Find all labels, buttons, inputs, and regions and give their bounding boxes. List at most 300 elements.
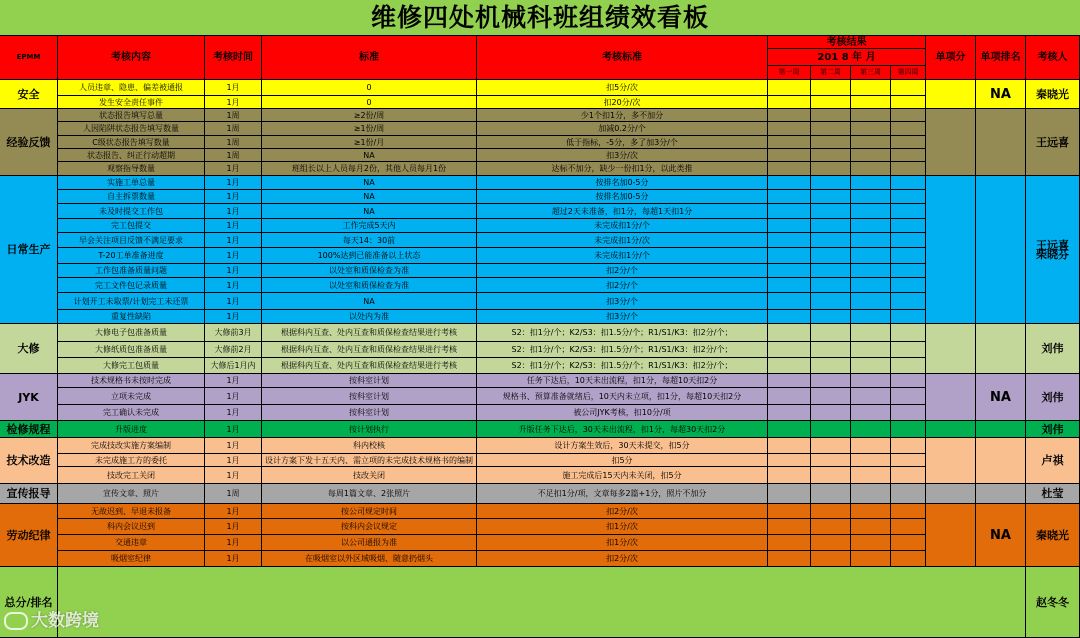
week-score-cell[interactable]: [891, 421, 926, 438]
week-score-cell[interactable]: [891, 190, 926, 204]
row-content: T-20工单准备进度: [58, 248, 205, 264]
row-content: 未完成施工方的委托: [58, 454, 205, 467]
row-time: 1月: [205, 278, 262, 293]
row-time: 1周: [205, 149, 262, 162]
week-score-cell[interactable]: [851, 467, 891, 484]
week-score-cell[interactable]: [891, 109, 926, 122]
week-score-cell[interactable]: [768, 374, 811, 388]
week-score-cell[interactable]: [891, 454, 926, 467]
row-standard: NA: [262, 176, 477, 190]
row-assess-standard: S2：扣1分/个；K2/S3：扣1.5分/个；R1/S1/K3：扣2分/个；: [477, 358, 768, 374]
category-label: 宣传报导: [0, 484, 58, 504]
week-score-cell[interactable]: [811, 278, 851, 293]
week-score-cell[interactable]: [851, 233, 891, 248]
category-label: 日常生产: [0, 176, 58, 324]
week-score-cell[interactable]: [851, 551, 891, 567]
row-assess-standard: 未完成扣1分/次: [477, 233, 768, 248]
single-score-cell[interactable]: [926, 438, 976, 484]
row-content: 状态报告填写总量: [58, 109, 205, 122]
week-score-cell[interactable]: [768, 248, 811, 264]
week-score-cell[interactable]: [811, 342, 851, 358]
row-standard: 按科内会议规定: [262, 519, 477, 535]
week-score-cell[interactable]: [811, 324, 851, 342]
week-score-cell[interactable]: [891, 122, 926, 136]
row-time: 大修前3月: [205, 324, 262, 342]
row-standard: 根据科内互查、处内互查和质保检查结果进行考核: [262, 342, 477, 358]
row-content: 吸烟室纪律: [58, 551, 205, 567]
week-score-cell[interactable]: [768, 405, 811, 421]
week-score-cell[interactable]: [811, 405, 851, 421]
row-content: 升版进度: [58, 421, 205, 438]
row-assess-standard: 超过2天未准备，扣1分，每超1天扣1分: [477, 204, 768, 219]
week-score-cell[interactable]: [811, 176, 851, 190]
single-rank-cell: NA: [976, 374, 1026, 421]
row-standard: 技改关闭: [262, 467, 477, 484]
week-score-cell[interactable]: [851, 374, 891, 388]
week-score-cell[interactable]: [891, 519, 926, 535]
single-rank-cell: NA: [976, 80, 1026, 109]
week-score-cell[interactable]: [891, 233, 926, 248]
row-content: 交通违章: [58, 535, 205, 551]
week-score-cell[interactable]: [811, 162, 851, 176]
row-time: 1月: [205, 248, 262, 264]
week-score-cell[interactable]: [811, 310, 851, 324]
row-content: 实施工单总量: [58, 176, 205, 190]
week-score-cell[interactable]: [811, 388, 851, 405]
week-score-cell[interactable]: [811, 358, 851, 374]
week-score-cell[interactable]: [851, 122, 891, 136]
week-score-cell[interactable]: [811, 80, 851, 96]
performance-board: [0, 36, 1080, 638]
week-score-cell[interactable]: [811, 519, 851, 535]
week-score-cell[interactable]: [891, 248, 926, 264]
week-score-cell[interactable]: [811, 551, 851, 567]
week-score-cell[interactable]: [851, 219, 891, 233]
week-score-cell[interactable]: [811, 219, 851, 233]
row-assess-standard: 施工完成后15天内未关闭，扣5分: [477, 467, 768, 484]
row-standard: 0: [262, 80, 477, 96]
week-score-cell[interactable]: [811, 204, 851, 219]
assessor-name: 刘伟: [1026, 324, 1080, 374]
week-score-cell[interactable]: [891, 176, 926, 190]
row-assess-standard: 按排名加0-5分: [477, 190, 768, 204]
row-assess-standard: 扣1分/次: [477, 519, 768, 535]
row-time: 1月: [205, 504, 262, 519]
week-score-cell[interactable]: [851, 204, 891, 219]
row-assess-standard: 被公司JYK考核，扣10分/项: [477, 405, 768, 421]
week-score-cell[interactable]: [768, 176, 811, 190]
row-time: 1月: [205, 374, 262, 388]
row-standard: 按计划执行: [262, 421, 477, 438]
category-label: 安全: [0, 80, 58, 109]
page-title: 维修四处机械科班组绩效看板: [0, 0, 1080, 36]
row-time: 1月: [205, 438, 262, 454]
row-content: 完工包提交: [58, 219, 205, 233]
category-label: JYK: [0, 374, 58, 421]
row-content: 宣传文章、照片: [58, 484, 205, 504]
row-standard: 科内校核: [262, 438, 477, 454]
row-content: 立项未完成: [58, 388, 205, 405]
single-rank-cell: [976, 109, 1026, 176]
row-time: 1月: [205, 264, 262, 278]
single-score-cell[interactable]: [926, 374, 976, 421]
week-score-cell[interactable]: [851, 96, 891, 109]
assessor-name: 王远喜: [1026, 109, 1080, 176]
week-score-cell[interactable]: [811, 438, 851, 454]
row-time: 大修后1月内: [205, 358, 262, 374]
row-assess-standard: 升版任务下达后，30天未出流程，扣1分，每超30天扣2分: [477, 421, 768, 438]
row-assess-standard: 扣3分/次: [477, 149, 768, 162]
category-label: 检修规程: [0, 421, 58, 438]
row-standard: ≥1份/周: [262, 122, 477, 136]
assessor-name: 卢祺: [1026, 438, 1080, 484]
header-epmm: EPMM: [0, 36, 58, 80]
week-score-cell[interactable]: [768, 162, 811, 176]
header-date: 201 8 年 月: [768, 49, 926, 66]
week-score-cell[interactable]: [768, 519, 811, 535]
header-standard: 标准: [262, 36, 477, 80]
row-time: 1月: [205, 467, 262, 484]
row-time: 1月: [205, 96, 262, 109]
row-assess-standard: 低于指标，-5分，多了加3分/个: [477, 136, 768, 149]
week-score-cell[interactable]: [768, 278, 811, 293]
week-score-cell[interactable]: [768, 438, 811, 454]
week-score-cell[interactable]: [811, 149, 851, 162]
row-content: C级状态报告填写数量: [58, 136, 205, 149]
week-score-cell[interactable]: [851, 176, 891, 190]
week-score-cell[interactable]: [851, 162, 891, 176]
week-score-cell[interactable]: [768, 204, 811, 219]
row-standard: 以公司通报为准: [262, 535, 477, 551]
week-score-cell[interactable]: [768, 149, 811, 162]
week-score-cell[interactable]: [891, 388, 926, 405]
watermark-logo-icon: [4, 612, 28, 630]
row-time: 1月: [205, 551, 262, 567]
row-standard: NA: [262, 190, 477, 204]
week-score-cell[interactable]: [851, 310, 891, 324]
header-content: 考核内容: [58, 36, 205, 80]
week-score-cell[interactable]: [891, 264, 926, 278]
single-score-cell[interactable]: [926, 504, 976, 567]
row-standard: NA: [262, 204, 477, 219]
row-standard: NA: [262, 149, 477, 162]
row-assess-standard: 少1个扣1分，多不加分: [477, 109, 768, 122]
row-time: 1周: [205, 109, 262, 122]
week-score-cell[interactable]: [768, 310, 811, 324]
row-time: 大修前2月: [205, 342, 262, 358]
week-score-cell[interactable]: [891, 278, 926, 293]
week-score-cell[interactable]: [891, 149, 926, 162]
week-score-cell[interactable]: [811, 484, 851, 504]
week-score-cell[interactable]: [811, 96, 851, 109]
week-score-cell[interactable]: [851, 484, 891, 504]
row-time: 1周: [205, 136, 262, 149]
watermark: [4, 606, 99, 631]
week-score-cell[interactable]: [891, 136, 926, 149]
week-score-cell[interactable]: [891, 551, 926, 567]
row-content: 完工文件包记录质量: [58, 278, 205, 293]
row-assess-standard: 按排名加0-5分: [477, 176, 768, 190]
row-assess-standard: 扣2分/个: [477, 278, 768, 293]
week-score-cell[interactable]: [768, 342, 811, 358]
week-score-cell[interactable]: [811, 504, 851, 519]
week-score-cell[interactable]: [851, 136, 891, 149]
week-score-cell[interactable]: [768, 484, 811, 504]
row-time: 1月: [205, 204, 262, 219]
row-content: 完成技改实施方案编制: [58, 438, 205, 454]
week-score-cell[interactable]: [891, 467, 926, 484]
week-score-cell[interactable]: [768, 219, 811, 233]
row-time: 1周: [205, 484, 262, 504]
row-standard: 在吸烟室以外区域吸烟、随意扔烟头: [262, 551, 477, 567]
week-score-cell[interactable]: [851, 504, 891, 519]
week-score-cell[interactable]: [891, 535, 926, 551]
row-standard: ≥1份/月: [262, 136, 477, 149]
week-score-cell[interactable]: [851, 324, 891, 342]
row-assess-standard: 未完成扣1分/个: [477, 219, 768, 233]
row-content: 人员违章、隐患、偏差被通报: [58, 80, 205, 96]
week-score-cell[interactable]: [891, 96, 926, 109]
category-label: 技术改造: [0, 438, 58, 484]
row-content: 大修电子包准备质量: [58, 324, 205, 342]
week-score-cell[interactable]: [851, 149, 891, 162]
row-standard: 根据科内互查、处内互查和质保检查结果进行考核: [262, 324, 477, 342]
week-score-cell[interactable]: [768, 136, 811, 149]
single-score-cell[interactable]: [926, 80, 976, 109]
header-week-3: 第三周: [851, 66, 891, 80]
header-assess-standard: 考核标准: [477, 36, 768, 80]
row-time: 1月: [205, 293, 262, 310]
row-content: 技改完工关闭: [58, 467, 205, 484]
row-assess-standard: S2：扣1分/个；K2/S3：扣1.5分/个；R1/S1/K3：扣2分/个；: [477, 342, 768, 358]
row-content: 早会关注项目反馈不满足要求: [58, 233, 205, 248]
category-label: 经验反馈: [0, 109, 58, 176]
week-score-cell[interactable]: [891, 342, 926, 358]
row-content: 大修纸质包准备质量: [58, 342, 205, 358]
row-time: 1月: [205, 388, 262, 405]
single-score-cell[interactable]: [926, 109, 976, 176]
row-standard: 以处室和质保检查为准: [262, 264, 477, 278]
week-score-cell[interactable]: [768, 454, 811, 467]
week-score-cell[interactable]: [811, 122, 851, 136]
row-content: 人因陷阱状态报告填写数量: [58, 122, 205, 136]
week-score-cell[interactable]: [851, 278, 891, 293]
row-content: 技术规格书未按时完成: [58, 374, 205, 388]
row-assess-standard: 扣20分/次: [477, 96, 768, 109]
row-assess-standard: 扣2分/次: [477, 551, 768, 567]
week-score-cell[interactable]: [768, 467, 811, 484]
header-score: 单项分: [926, 36, 976, 80]
assessor-name: 秦晓光: [1026, 80, 1080, 109]
row-content: 无故迟到、早退未报备: [58, 504, 205, 519]
week-score-cell[interactable]: [768, 535, 811, 551]
week-score-cell[interactable]: [811, 109, 851, 122]
week-score-cell[interactable]: [851, 454, 891, 467]
header-result: 考核结果: [768, 36, 926, 49]
row-time: 1月: [205, 535, 262, 551]
watermark-text: 大数跨境: [31, 611, 99, 631]
row-content: 计划开工未取票/计划完工未还票: [58, 293, 205, 310]
week-score-cell[interactable]: [851, 342, 891, 358]
single-rank-cell: [976, 438, 1026, 484]
week-score-cell[interactable]: [851, 264, 891, 278]
row-content: 大修完工包质量: [58, 358, 205, 374]
row-assess-standard: 达标不加分，缺少一份扣1分，以此类推: [477, 162, 768, 176]
week-score-cell[interactable]: [811, 264, 851, 278]
week-score-cell[interactable]: [811, 136, 851, 149]
week-score-cell[interactable]: [768, 421, 811, 438]
header-week-2: 第二周: [811, 66, 851, 80]
row-time: 1月: [205, 176, 262, 190]
week-score-cell[interactable]: [851, 80, 891, 96]
single-rank-cell: [976, 421, 1026, 438]
row-standard: 按公司规定时间: [262, 504, 477, 519]
week-score-cell[interactable]: [811, 233, 851, 248]
row-content: 状态报告、纠正行动超期: [58, 149, 205, 162]
single-rank-cell: [976, 324, 1026, 374]
row-content: 未及时提交工作包: [58, 204, 205, 219]
single-rank-cell: [976, 484, 1026, 504]
assessor-name: 刘伟: [1026, 421, 1080, 438]
row-assess-standard: 扣3分/个: [477, 293, 768, 310]
week-score-cell[interactable]: [768, 551, 811, 567]
week-score-cell[interactable]: [768, 96, 811, 109]
header-week-1: 第一周: [768, 66, 811, 80]
week-score-cell[interactable]: [851, 109, 891, 122]
week-score-cell[interactable]: [851, 190, 891, 204]
week-score-cell[interactable]: [811, 190, 851, 204]
single-score-cell[interactable]: [926, 324, 976, 374]
row-time: 1月: [205, 310, 262, 324]
week-score-cell[interactable]: [851, 248, 891, 264]
row-standard: 班组长以上人员每月2份，其他人员每月1份: [262, 162, 477, 176]
row-assess-standard: 扣3分/个: [477, 310, 768, 324]
single-rank-cell: NA: [976, 504, 1026, 567]
row-standard: 以处室和质保检查为准: [262, 278, 477, 293]
week-score-cell[interactable]: [768, 293, 811, 310]
row-standard: 工作完成5天内: [262, 219, 477, 233]
row-standard: 以处内为准: [262, 310, 477, 324]
row-standard: NA: [262, 293, 477, 310]
week-score-cell[interactable]: [851, 438, 891, 454]
week-score-cell[interactable]: [851, 421, 891, 438]
week-score-cell[interactable]: [768, 264, 811, 278]
week-score-cell[interactable]: [891, 310, 926, 324]
week-score-cell[interactable]: [811, 374, 851, 388]
assessor-name: 王远喜 柴晓芬: [1026, 176, 1080, 324]
row-standard: 按科室计划: [262, 405, 477, 421]
row-content: 完工确认未完成: [58, 405, 205, 421]
week-score-cell[interactable]: [891, 405, 926, 421]
week-score-cell[interactable]: [891, 80, 926, 96]
week-score-cell[interactable]: [891, 484, 926, 504]
row-assess-standard: S2：扣1分/个；K2/S3：扣1.5分/个；R1/S1/K3：扣2分/个；: [477, 324, 768, 342]
week-score-cell[interactable]: [851, 293, 891, 310]
week-score-cell[interactable]: [811, 421, 851, 438]
week-score-cell[interactable]: [768, 109, 811, 122]
row-time: 1月: [205, 421, 262, 438]
row-assess-standard: 设计方案生效后，30天未提交，扣5分: [477, 438, 768, 454]
row-assess-standard: 不足扣1分/项，文章每多2篇+1分，照片不加分: [477, 484, 768, 504]
week-score-cell[interactable]: [891, 219, 926, 233]
week-score-cell[interactable]: [811, 454, 851, 467]
week-score-cell[interactable]: [891, 293, 926, 310]
row-time: 1月: [205, 519, 262, 535]
week-score-cell[interactable]: [891, 374, 926, 388]
week-score-cell[interactable]: [768, 122, 811, 136]
row-standard: ≥2份/周: [262, 109, 477, 122]
week-score-cell[interactable]: [768, 504, 811, 519]
row-standard: 按科室计划: [262, 374, 477, 388]
row-assess-standard: 任务下达后，10天未出流程，扣1分，每超10天扣2分: [477, 374, 768, 388]
week-score-cell[interactable]: [768, 388, 811, 405]
header-time: 考核时间: [205, 36, 262, 80]
assessor-name: 杜莹: [1026, 484, 1080, 504]
single-score-cell[interactable]: [926, 421, 976, 438]
single-score-cell[interactable]: [926, 484, 976, 504]
week-score-cell[interactable]: [811, 293, 851, 310]
week-score-cell[interactable]: [891, 358, 926, 374]
single-rank-cell: [976, 176, 1026, 324]
week-score-cell[interactable]: [851, 519, 891, 535]
row-assess-standard: 规格书、预算准备就绪后，10天内未立项，扣1分，每超10天扣2分: [477, 388, 768, 405]
week-score-cell[interactable]: [811, 248, 851, 264]
assessor-name: 刘伟: [1026, 374, 1080, 421]
row-assess-standard: 扣2分/个: [477, 264, 768, 278]
week-score-cell[interactable]: [891, 324, 926, 342]
week-score-cell[interactable]: [768, 190, 811, 204]
row-assess-standard: 扣1分/次: [477, 535, 768, 551]
row-standard: 每周1篇文章、2张照片: [262, 484, 477, 504]
row-content: 观察指导数量: [58, 162, 205, 176]
row-time: 1月: [205, 405, 262, 421]
row-standard: 100%达到已能准备以上状态: [262, 248, 477, 264]
row-time: 1月: [205, 454, 262, 467]
row-content: 自主拆票数量: [58, 190, 205, 204]
week-score-cell[interactable]: [891, 162, 926, 176]
single-score-cell[interactable]: [926, 176, 976, 324]
week-score-cell[interactable]: [768, 324, 811, 342]
row-time: 1月: [205, 80, 262, 96]
row-assess-standard: 未完成扣1分/个: [477, 248, 768, 264]
row-assess-standard: 扣5分/次: [477, 80, 768, 96]
row-assess-standard: 扣2分/次: [477, 504, 768, 519]
assessor-name: 秦晓光: [1026, 504, 1080, 567]
week-score-cell[interactable]: [851, 388, 891, 405]
category-label: 劳动纪律: [0, 504, 58, 567]
header-person: 考核人: [1026, 36, 1080, 80]
week-score-cell[interactable]: [768, 358, 811, 374]
week-score-cell[interactable]: [768, 233, 811, 248]
week-score-cell[interactable]: [851, 405, 891, 421]
week-score-cell[interactable]: [891, 504, 926, 519]
week-score-cell[interactable]: [851, 358, 891, 374]
week-score-cell[interactable]: [891, 204, 926, 219]
row-content: 发生安全责任事件: [58, 96, 205, 109]
row-time: 1月: [205, 162, 262, 176]
week-score-cell[interactable]: [811, 535, 851, 551]
total-assessor: 赵冬冬: [1026, 567, 1080, 638]
week-score-cell[interactable]: [811, 467, 851, 484]
row-content: 重复性缺陷: [58, 310, 205, 324]
week-score-cell[interactable]: [768, 80, 811, 96]
week-score-cell[interactable]: [851, 535, 891, 551]
row-time: 1月: [205, 190, 262, 204]
row-standard: 按科室计划: [262, 388, 477, 405]
row-content: 科内会议迟到: [58, 519, 205, 535]
week-score-cell[interactable]: [891, 438, 926, 454]
row-standard: 每天14：30前: [262, 233, 477, 248]
